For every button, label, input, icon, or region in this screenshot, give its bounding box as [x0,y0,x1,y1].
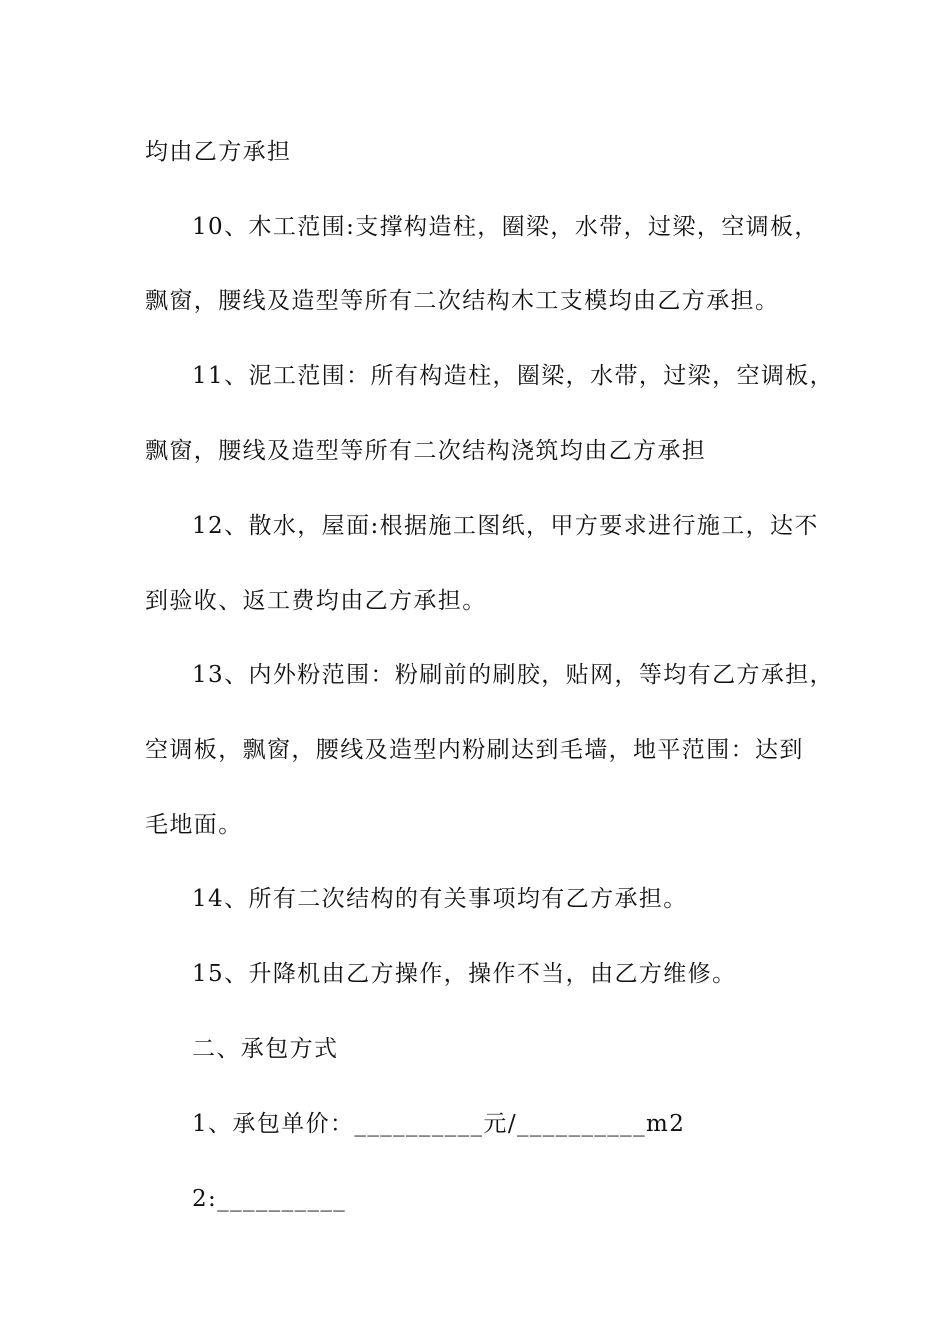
clause-10-line-1: 10、木工范围:支撑构造柱，圈梁，水带，过梁，空调板， [192,214,819,240]
clause-10-line-2: 飘窗，腰线及造型等所有二次结构木工支模均由乙方承担。 [145,288,780,314]
clause-11-line-2: 飘窗，腰线及造型等所有二次结构浇筑均由乙方承担 [145,438,707,464]
clause-12-line-1: 12、散水，屋面:根据施工图纸，甲方要求进行施工，达不 [192,513,819,539]
clause-15: 15、升降机由乙方操作，操作不当，由乙方维修。 [192,961,737,987]
clause-11-line-1: 11、泥工范围：所有构造柱，圈梁，水带，过梁，空调板， [192,363,835,389]
item-2-line: 2:__________ [192,1186,347,1212]
clause-13-line-2: 空调板，飘窗，腰线及造型内粉刷达到毛墙，地平范围：达到 [145,737,804,763]
clause-13-line-3: 毛地面。 [145,812,243,838]
clause-14: 14、所有二次结构的有关事项均有乙方承担。 [192,886,688,912]
clause-13-line-1: 13、内外粉范围：粉刷前的刷胶，贴网，等均有乙方承担， [192,662,835,688]
unit-price-line: 1、承包单价：__________元/__________m2 [192,1111,686,1137]
section-heading: 二、承包方式 [192,1036,339,1062]
clause-12-line-2: 到验收、返工费均由乙方承担。 [145,588,487,614]
text-line-1: 均由乙方承担 [145,139,292,165]
